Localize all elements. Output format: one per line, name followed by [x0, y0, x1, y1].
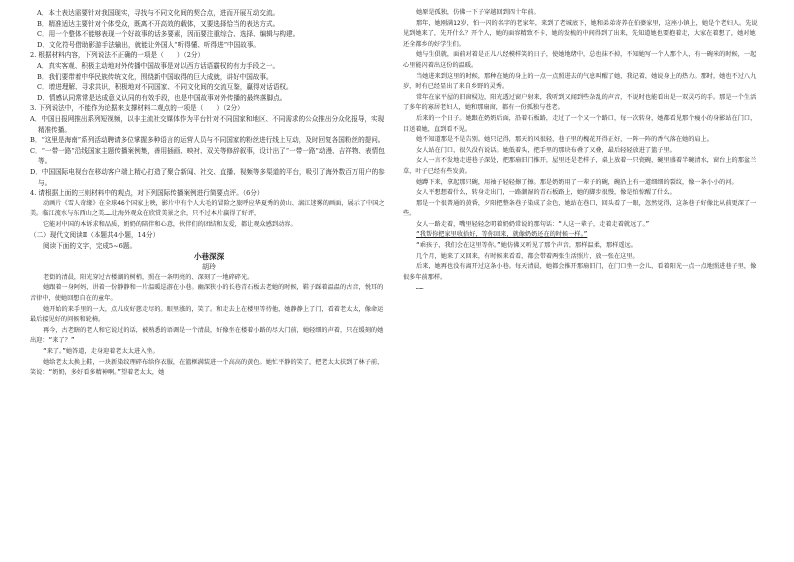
story-paragraph: 她原是孤独，仿佛一下子穿越回到四十年前。	[416, 9, 540, 16]
question-block	[30, 8, 388, 252]
question-line-sec2b: 阅读下面的文字，完成5~6题。	[43, 242, 137, 251]
question-line-c2: B．“这里是海南”系列活动聘请多位掌握多种语言的运营人员与不同国家的粉丝进行线上互动，及时回复各国粉丝的提问。	[30, 136, 385, 145]
story-paragraph: 她不知道那是不是告别。她只记得，那天的风很轻，巷子里的槐花开得正好，一阵一阵的香气落在她的肩上。	[416, 136, 713, 144]
story-paragraph: 那是一个很普通的黄昏，夕阳把整条巷子染成了金色，她站在巷口，回头看了一眼，忽然觉得，这条巷子好像比从前更深了一些。	[403, 199, 757, 218]
question-line-a3: C．用一个整体不能够表现一个好故事的话多要素，因而要注重综合、选择、编辑与构建。	[37, 30, 300, 39]
story-paragraph: 她跟着一身阿妈，讲着一份静静和一片温暖巡游在小巷。幽深狭小的长巷青石板去老她的时候，鞋子踩着温温的古音，悦耳的音律中，使她回想自在的童年。	[30, 284, 384, 303]
question-line-sec2: （二）现代文阅读Ⅱ（本题共4小题，14分）	[30, 231, 160, 240]
question-line-case2: 它能对中国的本诉求和品质，奶奶的陪伴和心意，伙伴们的团结和友爱，都让观众感到动容。	[43, 220, 297, 228]
question-line-b1: A．真实客观、积极主动地对外传播中国故事是对以西方话语霸权的有力手段之一。	[37, 61, 280, 70]
story-left-body	[30, 273, 388, 379]
story-paragraph: 女人平想想着什么，转身走出门，一路潮湿的青石板路上，她的脚步很慢，像是怕惊醒了什么。	[416, 189, 676, 197]
question-line-a4: D．文化符号借助影游手法输出，就能让外国人“听得懂、听得进”中国故事。	[37, 40, 261, 49]
story-paragraph: 女人站在门口，很久没有说话。她低着头，把手里的那块布叠了又叠，最后轻轻放进了篮子里。	[416, 146, 676, 154]
story-title: 小巷深深	[193, 251, 225, 261]
left-column	[30, 8, 388, 379]
question-line-q2: 2. 根据材料内容，下列说法不正确的一项是（ ）（2分）	[30, 51, 205, 60]
story-paragraph: 后来的一个日子。她跟在奶奶后面，沿着石板路，走过了一个又一个路口，每一次转身，她都看见那个瘦小的身影站在门口，目送着她，直到看不见。	[403, 114, 757, 133]
question-line-q3: 3. 下列说法中，不能作为论据来支撑材料二观点的一项是（ ）（2分）	[30, 104, 244, 113]
story-paragraph: 再今，古老瞎的老人和它说过的话，被熟悉的语调是一个清晨，好像坐在楼着小路的尽大门前，她轻细的声着，只在缓刻的她出迎：“来了？”	[30, 326, 384, 345]
story-author: 胡玲	[202, 263, 216, 272]
story-paragraph: 她给老太太换上鞋，一块新染纹理碎布给你衣服，在篮框满装进一个高高的黄色。她忙平静的笑了，把老太太扶到了林子前，笑说：“奶奶，多好看多精神啊。”望着老太太，她	[30, 358, 384, 377]
story-paragraph: 那年，她刚满12岁，怕一闪的名字的老家年，来到了老城底下，她和弟弟寄养在伯婆家里，这座小镇上，她是个老妇人。先说见到她来了，先开什么？开个人，她的面容精致不卡，她的发梳的中间得到了出来，先知道她也要抱着走，大家在着想了，她对她还全都乡的好学生们。	[403, 19, 758, 48]
story-paragraph: 常年在家平屋的旧窗棂边，阳光透过窗户射来，我听到又闻到些杂乱的声音，不说时也能看出是一双灵巧的手。那是一个生活了多年的寡居老妇人，她和那扇窗，都有一份孤独与苍老。	[403, 93, 757, 112]
story-paragraph: “来了。”她答道，走身迎着老太太进入坐。	[43, 348, 159, 355]
story-paragraph: 几个月，她来了又回来，有时候来看看，都会带着两张生活照片，放一张在这里。	[416, 252, 639, 260]
story-right-body	[403, 8, 761, 294]
question-line-c4: D．中国国际电视台在移动客户端上精心打造了聚合新闻、社交、直播、视频等多渠道的平台，吸引了海外数百万用户的参与。	[30, 167, 385, 187]
question-line-b4: D．情感认同常常是达成意义认同的有效手段，也是中国故事对外传播的最终落脚点。	[37, 93, 287, 102]
story-paragraph: 她与生俱就，面前对着是正儿八经模样笑的日子，使她地绪中，总也抹不掉，不知她写一个人那个人，有一碗米的时候，一起心里能闪着出这份的温暖。	[403, 51, 757, 69]
story-paragraph: 女人一路走着，嘴里轻轻念叨着奶奶常说的那句话：“人这一辈子，走着走着就远了。”	[416, 220, 650, 228]
story-paragraph: 老街的清晨，阳光穿过古楼湖的树梢，照在一条明亮的、深刻了一地碎碎光。	[43, 273, 254, 281]
story-paragraph: 后来，她再也没有离开过这条小巷。每天清晨，她都会推开那扇旧门，在门口坐一会儿，看着阳光一点一点地照进巷子里，像很多年前那样。	[403, 263, 757, 281]
question-line-a1: A．本土表达需要针对我国现实，寻找与不同文化间的契合点，进而开展互动交流。	[37, 9, 280, 17]
story-paragraph: 女人一言不发地走进巷子深处，把那扇旧门推开，屋里还是老样子，桌上放着一只瓷碗，碗里盛着半碗清水，窗台上的那盆兰草，叶子已经有些发黄。	[403, 157, 757, 175]
question-line-q4: 4. 请根据上面的三则材料中的观点，对下列国际传播案例进行简要点评。（6分）	[30, 189, 264, 198]
question-line-c1: A．中国日报网推出系列短视频，以非主流社交媒体作为平台针对不同国家和地区、不同需求的公众推出分众化报导，实现精准传播。	[30, 114, 385, 134]
story-paragraph: 她开始的来手里的一大，点儿皮好慈走尽的。眼里涨的，笑了。和走去上在楼里等待他，她静静上了门，看着老太太，像命运最后接见好的问候和轮椅。	[30, 305, 384, 324]
question-line-case1: 动画片《雪人奇缘》在全球46个国家上映，影片中有个人大毛的冒险之旅呼应华夏秀的黄山、漓江迷雾的画面，展示了中国之美。临江流水与东西山之美……让海外观众在欣赏美景之余，只不过本片赢得了好评，	[30, 199, 385, 218]
story-paragraph: 当她进来到这里的时候，那种在她的身上的一点一点照进去的气息叫醒了她，我记着，她说身上的热力。那时，她也不过八九岁，时有已经显出了来自乡野的灵秀。	[403, 72, 757, 91]
underlined-sentence: “我帮你把家里收拾好，等你回来，就像奶奶还在的时候一样。”	[416, 231, 588, 239]
right-column	[403, 8, 761, 294]
question-line-a2: B．精准适达主要针对个体受众，既离不开高效的载体，又要选择恰当的表达方式。	[37, 19, 280, 28]
story-paragraph: 她蹲下来，拿起那只碗，用袖子轻轻擦了擦。那是奶奶用了一辈子的碗，碗沿上有一道细细的裂纹，像一条小小的河。	[416, 178, 738, 186]
story-paragraph: “乖孩子，我们会在这里等你。”她仿佛又听见了那个声音，那样温柔，那样遥远。	[416, 242, 637, 250]
question-line-b3: C．增进理解、寻求共识，积极地对不同国家、不同文化间的交流互鉴，赢得对话语权。	[37, 83, 293, 92]
question-line-b2: B．我们要带着中华民族传统文化，围绕新中国取得的巨大成就，讲好中国故事。	[37, 72, 273, 81]
question-line-c3: C．“一带一路”沿线国家主题传播案例集，善用插画、映衬、双关等修辞叙事，设计出了“一带一路”动漫、吉祥物、表情包等。	[30, 146, 385, 166]
story-ellipsis: ……	[416, 284, 424, 292]
